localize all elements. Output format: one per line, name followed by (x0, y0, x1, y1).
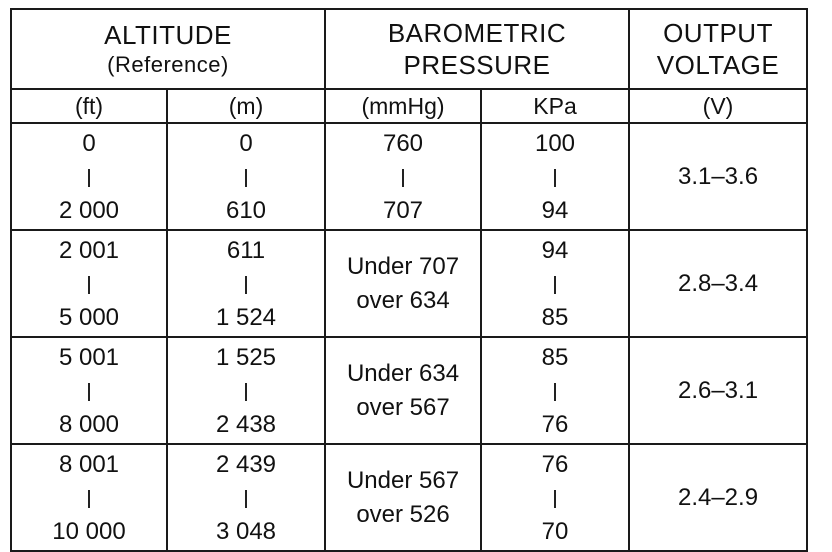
range-bar (88, 490, 90, 508)
kpa-to: 94 (541, 197, 569, 224)
m-to: 1 524 (215, 304, 277, 331)
unit-m: (m) (167, 89, 325, 123)
ft-range (11, 444, 167, 551)
pressure-header (325, 9, 629, 89)
kpa-range (481, 230, 629, 337)
altitude-header-title: ALTITUDE (104, 20, 232, 50)
mmhg-line2: over 526 (356, 500, 450, 528)
ft-from: 2 001 (58, 237, 120, 264)
kpa-range (481, 337, 629, 444)
table-row (11, 444, 807, 551)
mmhg-range (325, 444, 481, 551)
m-from: 2 439 (215, 451, 277, 478)
table-row (11, 230, 807, 337)
range-bar (88, 383, 90, 401)
unit-v: (V) (629, 89, 807, 123)
range-bar (88, 276, 90, 294)
m-from: 1 525 (215, 344, 277, 371)
pressure-header-line2: PRESSURE (403, 50, 551, 80)
ft-from: 8 001 (58, 451, 120, 478)
m-from: 611 (226, 237, 266, 264)
voltage-value: 2.4–2.9 (629, 444, 807, 551)
altitude-header (11, 9, 325, 89)
range-bar (245, 490, 247, 508)
m-to: 3 048 (215, 518, 277, 545)
kpa-to: 70 (541, 518, 569, 545)
range-bar (402, 169, 404, 187)
unit-ft: (ft) (11, 89, 167, 123)
range-bar (554, 276, 556, 294)
voltage-value: 3.1–3.6 (629, 123, 807, 230)
voltage-value: 2.6–3.1 (629, 337, 807, 444)
m-to: 2 438 (215, 411, 277, 438)
kpa-from: 85 (541, 344, 569, 371)
unit-mmhg: (mmHg) (325, 89, 481, 123)
mmhg-line2: over 634 (356, 286, 450, 314)
ft-to: 8 000 (58, 411, 120, 438)
kpa-range (481, 123, 629, 230)
kpa-to: 85 (541, 304, 569, 331)
range-bar (554, 383, 556, 401)
voltage-value: 2.8–3.4 (629, 230, 807, 337)
kpa-range (481, 444, 629, 551)
ft-to: 5 000 (58, 304, 120, 331)
ft-from: 0 (82, 130, 96, 157)
range-bar (245, 276, 247, 294)
m-range (167, 230, 325, 337)
mmhg-line1: Under 707 (346, 252, 460, 280)
m-from: 0 (239, 130, 253, 157)
range-bar (88, 169, 90, 187)
mmhg-from: 760 (382, 130, 424, 157)
range-bar (554, 169, 556, 187)
pressure-header-line1: BAROMETRIC (387, 18, 567, 48)
mmhg-line2: over 567 (356, 393, 450, 421)
range-bar (245, 383, 247, 401)
mmhg-line1: Under 634 (346, 359, 460, 387)
voltage-header (629, 9, 807, 89)
kpa-from: 94 (541, 237, 569, 264)
m-range (167, 444, 325, 551)
ft-from: 5 001 (58, 344, 120, 371)
m-range (167, 123, 325, 230)
voltage-header-line2: VOLTAGE (656, 50, 780, 80)
m-to: 610 (225, 197, 267, 224)
ft-to: 2 000 (58, 197, 120, 224)
mmhg-range (325, 123, 481, 230)
altitude-header-subtitle: (Reference) (107, 52, 229, 77)
unit-kpa: KPa (481, 89, 629, 123)
table-row (11, 337, 807, 444)
ft-to: 10 000 (52, 518, 126, 545)
mmhg-line1: Under 567 (346, 466, 460, 494)
ft-range (11, 337, 167, 444)
altitude-pressure-voltage-table (10, 8, 808, 552)
ft-range (11, 123, 167, 230)
table-row (11, 123, 807, 230)
kpa-from: 76 (541, 451, 569, 478)
mmhg-to: 707 (382, 197, 424, 224)
voltage-header-line1: OUTPUT (663, 18, 773, 48)
mmhg-range (325, 230, 481, 337)
kpa-from: 100 (534, 130, 576, 157)
kpa-to: 76 (541, 411, 569, 438)
ft-range (11, 230, 167, 337)
range-bar (245, 169, 247, 187)
mmhg-range (325, 337, 481, 444)
m-range (167, 337, 325, 444)
range-bar (554, 490, 556, 508)
